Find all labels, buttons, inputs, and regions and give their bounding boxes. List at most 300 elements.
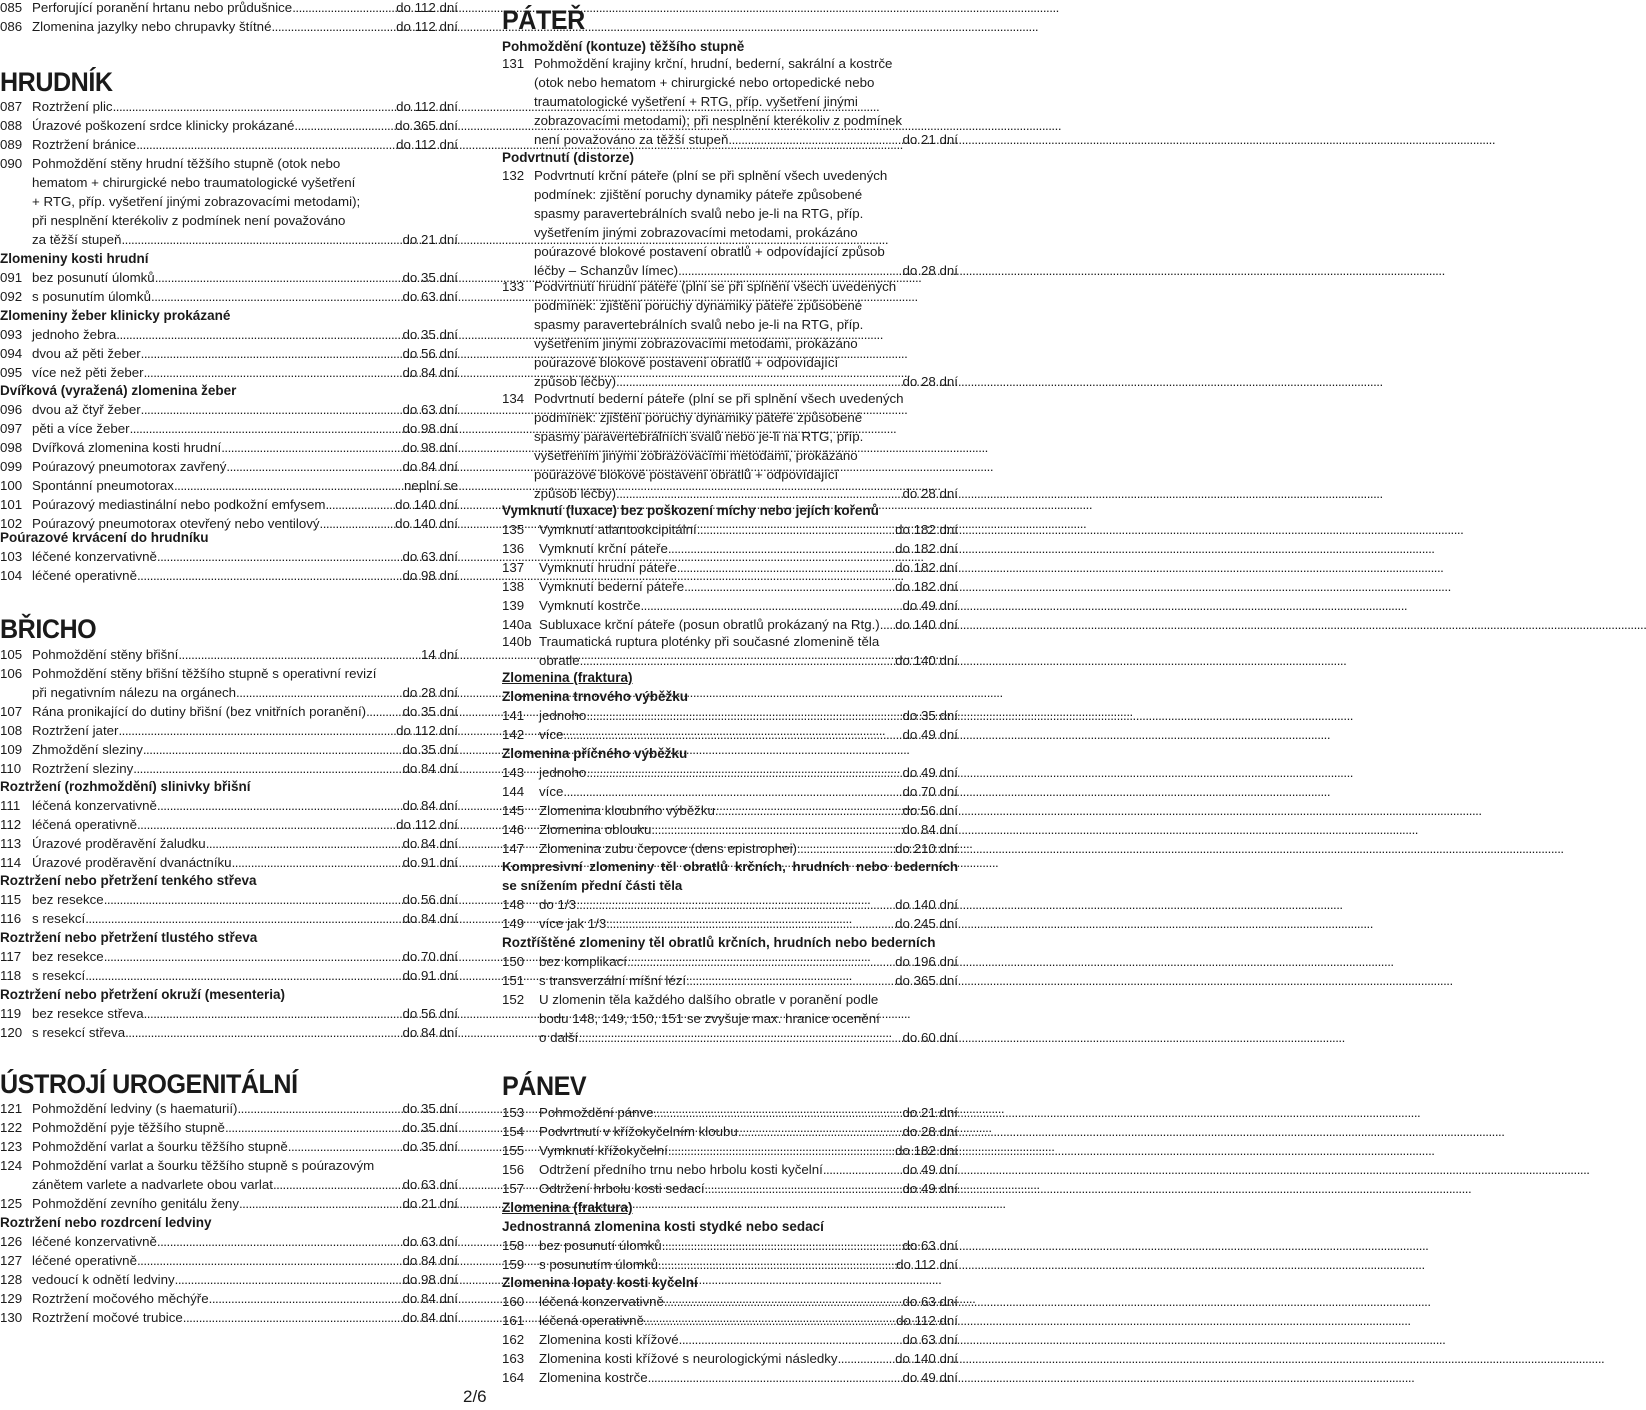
item-number: 152 [502,992,525,1007]
item-text-line: traumatologické vyšetření + RTG, příp. vyšetření jinými [534,94,858,109]
leader-dots [121,230,402,249]
leader-dots [239,1194,403,1213]
section-subheading: Poúrazové krvácení do hrudníku [0,530,209,545]
item-text-line: poúrazové blokové postavení obratlů + odpovídající [534,467,839,482]
item-value: do 84 dní [402,459,458,474]
leader-dots [576,895,895,914]
item-value: do 35 dní [902,708,958,723]
item-last-line [534,130,958,149]
section-heading-hrudnik: HRUDNÍK [0,67,113,97]
item-text: dvou až čtyř žeber [32,402,141,417]
item-number: 149 [502,916,525,931]
item-value: do 140 dní [895,617,958,632]
item-value: do 56 dní [402,346,458,361]
list-item [0,1004,458,1023]
leader-dots [141,400,403,419]
item-text: léčená operativně [539,1313,644,1328]
leader-dots [797,839,895,858]
item-value: do 98 dní [402,440,458,455]
item-number: 138 [502,579,525,594]
item-value: do 84 dní [402,761,458,776]
leader-dots [686,971,895,990]
item-text: Úrazové poškození srdce klinicky prokázané [32,118,295,133]
section-subheading: Roztržení nebo přetržení okruží (mesenteria) [0,987,286,1002]
list-item [502,801,958,820]
item-value: do 112 dní [396,0,458,15]
leader-dots [116,325,402,344]
list-item [502,1122,958,1141]
item-text: Zlomenina kostrče [539,1370,648,1385]
item-text-line: Pohmoždění varlat a šourku těžšího stupně s poúrazovým [32,1158,375,1173]
item-value: do 63 dní [402,402,458,417]
item-text: bez resekce střeva [32,1006,144,1021]
item-number: 090 [0,156,23,171]
item-number: 106 [0,666,23,681]
item-number: 164 [502,1370,525,1385]
item-number: 163 [502,1351,525,1366]
item-text: Zlomenina zubu čepovce (dens epistrophei) [539,841,797,856]
item-text: Rána pronikající do dutiny břišní (bez vnitřních poranění) [32,704,367,719]
item-text: Roztržení močové trubice [32,1310,183,1325]
list-item [0,1289,458,1308]
list-item [0,1308,458,1327]
section-heading-pater: PÁTEŘ [502,5,585,35]
list-item [0,721,458,740]
item-text: jednoho [539,765,587,780]
leader-dots [136,135,396,154]
item-text: Pohmoždění pyje těžšího stupně [32,1120,225,1135]
leader-dots [273,1175,403,1194]
list-item [0,759,458,778]
list-item [502,558,958,577]
item-number: 096 [0,402,23,417]
item-text-line: (otok nebo hematom + chirurgické nebo ortopedické nebo [534,75,875,90]
item-text: Poúrazový pneumotorax zavřený [32,459,227,474]
item-number: 098 [0,440,23,455]
section-subheading: Roztržení nebo přetržení tenkého střeva [0,873,257,888]
item-text: Vymknutí křížokyčelní [539,1143,668,1158]
item-number: 162 [502,1332,525,1347]
item-value: do 56 dní [402,892,458,907]
list-item [502,763,958,782]
item-text: Zhmoždění sleziny [32,742,143,757]
list-item [502,1141,958,1160]
list-item [0,966,458,985]
list-item [502,1330,958,1349]
item-text: léčená konzervativně [539,1294,664,1309]
list-item [502,895,958,914]
item-number: 086 [0,19,23,34]
item-value: do 21 dní [402,232,458,247]
item-text-line: bodu 148, 149, 150, 151 se zvyšuje max. hranice ocenění [539,1011,880,1026]
item-value: do 63 dní [902,1294,958,1309]
list-item [0,154,458,173]
list-item [502,914,958,933]
item-value: do 35 dní [402,704,458,719]
item-text: léčená operativně [32,817,137,832]
item-number: 114 [0,855,22,870]
item-value: do 245 dní [895,916,958,931]
item-value: do 63 dní [402,549,458,564]
list-item [502,1160,958,1179]
item-value: do 70 dní [402,949,458,964]
item-number: 092 [0,289,23,304]
item-text: Pohmoždění ledviny (s haematurií) [32,1101,238,1116]
leader-dots [143,740,403,759]
list-item [0,400,458,419]
leader-dots [644,1311,896,1330]
item-value: do 98 dní [402,421,458,436]
item-number: 150 [502,954,525,969]
item-number: 156 [502,1162,525,1177]
list-item [0,116,458,135]
section-subheading: Zlomenina (fraktura) [502,1200,633,1215]
list-item [0,909,458,928]
item-last-line [539,1028,958,1047]
leader-dots [151,287,403,306]
list-item [502,1103,958,1122]
item-text: Roztržení sleziny [32,761,134,776]
item-value: do 182 dní [895,541,958,556]
item-text-line: Pohmoždění krajiny krční, hrudní, bederní, sakrální a kostrče [534,56,893,71]
leader-dots [586,763,902,782]
item-text-line: při nesplnění kterékoliv z podmínek není považováno [32,213,346,228]
list-item [0,1023,458,1042]
item-text: s resekcí střeva [32,1025,126,1040]
leader-dots [157,796,403,815]
item-text: Roztržení plic [32,99,113,114]
item-value: do 56 dní [402,1006,458,1021]
item-text: léčené konzervativně [32,1234,157,1249]
item-text: s resekcí [32,911,86,926]
item-text: bez resekce [32,892,104,907]
leader-dots [728,130,902,149]
list-item [0,1270,458,1289]
item-value: do 84 dní [402,911,458,926]
list-item [502,952,958,971]
leader-dots [209,1289,403,1308]
leader-dots [104,947,403,966]
item-text: Zlomenina kosti křížové s neurologickými následky [539,1351,838,1366]
list-item [0,890,458,909]
leader-dots [606,914,895,933]
leader-dots [325,495,395,514]
item-number: 087 [0,99,23,114]
leader-dots [141,344,403,363]
item-number: 145 [502,803,525,818]
item-text: Úrazové proděravění žaludku [32,836,206,851]
leader-dots [237,1099,402,1118]
item-text: více jak 1/3 [539,916,607,931]
item-number: 153 [502,1105,525,1120]
section-subheading: Zlomenina lopaty kosti kyčelní [502,1275,698,1290]
list-item [0,645,458,664]
list-item [0,419,458,438]
item-number: 143 [502,765,525,780]
leader-dots [271,17,396,36]
item-value: do 112 dní [396,723,458,738]
item-value: do 91 dní [402,855,458,870]
item-value: do 63 dní [402,289,458,304]
item-text: Vymknutí hrudní páteře [539,560,677,575]
item-number: 155 [502,1143,525,1158]
leader-dots [130,419,403,438]
item-value: do 35 dní [402,327,458,342]
item-value: do 35 dní [402,1101,458,1116]
item-number: 099 [0,459,23,474]
list-item [502,54,958,73]
leader-dots [662,1236,903,1255]
list-item [0,344,458,363]
item-value: do 112 dní [896,1257,958,1272]
list-item [0,438,458,457]
leader-dots [648,1368,903,1387]
item-value: do 28 dní [902,1124,958,1139]
item-text-line: Pohmoždění stěny hrudní těžšího stupně (otok nebo [32,156,341,171]
item-value: do 98 dní [402,1272,458,1287]
item-text: s posunutím úlomků [32,289,151,304]
leader-dots [838,1349,896,1368]
item-text: vedoucí k odnětí ledviny [32,1272,175,1287]
list-item [502,820,958,839]
item-number: 151 [502,973,525,988]
section-subheading: Roztržení nebo přetržení tlustého střeva [0,930,258,945]
item-value: do 84 dní [402,1310,458,1325]
item-value: do 35 dní [402,742,458,757]
list-item [502,1368,958,1387]
list-item [0,740,458,759]
list-item [502,632,958,651]
item-value: do 28 dní [902,374,958,389]
list-item [502,839,958,858]
section-subheading: Roztržení (rozhmoždění) slinivky břišní [0,779,251,794]
item-value: neplní se [404,478,458,493]
leader-dots [183,1308,403,1327]
section-subheading: Dvířková (vyražená) zlomenina žeber [0,383,237,398]
item-text: Pohmoždění stěny břišní [32,647,179,662]
list-item [0,1232,458,1251]
leader-dots [232,853,403,872]
list-item [502,539,958,558]
list-item [502,166,958,185]
item-value: do 140 dní [895,897,958,912]
item-text: bez resekce [32,949,104,964]
leader-dots [664,1292,903,1311]
item-text: dvou až pěti žeber [32,346,141,361]
list-item [502,990,958,1009]
item-text: Vymknutí kostrče [539,598,641,613]
item-value: do 21 dní [402,1196,458,1211]
list-item [0,1118,458,1137]
item-value: do 49 dní [902,1370,958,1385]
item-number: 110 [0,761,22,776]
item-text-line: podmínek: zjištění poruchy dynamiky páteře způsobené [534,298,863,313]
leader-dots [225,1118,403,1137]
item-text: Dvířková zlomenina kosti hrudní [32,440,222,455]
list-item [0,97,458,116]
item-value: do 182 dní [895,579,958,594]
item-text: Odtržení předního trnu nebo hrbolu kosti kyčelní [539,1162,823,1177]
list-item [0,796,458,815]
leader-dots [144,1004,403,1023]
leader-dots [206,834,403,853]
item-text: Vymknutí krční páteře [539,541,668,556]
item-value: do 60 dní [902,1030,958,1045]
item-number: 130 [0,1310,23,1325]
item-text-line: o další [539,1030,579,1045]
item-number: 147 [502,841,525,856]
item-text-line: poúrazové blokové postavení obratlů + odpovídající [534,355,839,370]
item-number: 102 [0,516,23,531]
list-item [0,853,458,872]
item-value: do 35 dní [402,1139,458,1154]
item-value: do 140 dní [395,497,458,512]
item-text: Podvrtnutí v křížokyčelním kloubu [539,1124,738,1139]
item-value: do 21 dní [902,1105,958,1120]
item-text: jednoho [539,708,587,723]
item-text-line: spasmy paravertebrálních svalů nebo je-li na RTG, příp. [534,317,864,332]
leader-dots [668,1141,895,1160]
item-number: 101 [0,497,23,512]
section-subheading: Zlomeniny žeber klinicky prokázané [0,308,231,323]
item-last-line [32,1175,458,1194]
item-text: léčené operativně [32,1253,137,1268]
item-text: bez komplikací [539,954,627,969]
section-subheading: Jednostranná zlomenina kosti stydké nebo sedací [502,1219,824,1234]
list-item [0,325,458,344]
item-text-line: léčby – Schanzův límec) [534,263,679,278]
item-value: do 140 dní [395,516,458,531]
list-item [0,815,458,834]
item-value: do 70 dní [902,784,958,799]
leader-dots [113,97,397,116]
item-text-line: spasmy paravertebrálních svalů nebo je-li na RTG, příp. [534,206,864,221]
leader-dots [684,577,895,596]
leader-dots [137,1251,403,1270]
item-number: 108 [0,723,23,738]
item-number: 148 [502,897,525,912]
item-number: 124 [0,1158,23,1173]
section-subheading: se snížením přední části těla [502,878,683,893]
item-text-line: vyšetřením jinými zobrazovacími metodami, prokázáno [534,448,858,463]
item-text-line: + RTG, příp. vyšetření jinými zobrazovacími metodami); [32,194,361,209]
item-number: 126 [0,1234,23,1249]
item-value: do 84 dní [402,1025,458,1040]
item-text: léčená konzervativně [32,798,157,813]
item-number: 139 [502,598,525,613]
list-item [502,277,958,296]
item-number: 097 [0,421,23,436]
leader-dots [104,890,403,909]
section-subheading: Kompresivní zlomeniny těl obratlů krčních, hrudních nebo bederních [502,859,958,874]
leader-dots [563,782,902,801]
section-subheading: Zlomenina příčného výběžku [502,746,688,761]
leader-dots [651,820,902,839]
item-last-line [32,230,458,249]
item-number: 132 [502,168,525,183]
item-number: 158 [502,1238,525,1253]
list-item [0,547,458,566]
item-value: do 365 dní [895,973,958,988]
section-subheading: Pohmoždění (kontuze) těžšího stupně [502,39,745,54]
item-text-line: způsob léčby) [534,374,617,389]
leader-dots [137,815,396,834]
item-text: Odtržení hrbolu kosti sedací [539,1181,705,1196]
item-number: 088 [0,118,23,133]
item-value: do 84 dní [902,822,958,837]
item-text: Poúrazový mediastinální nebo podkožní emfysem [32,497,326,512]
item-number: 135 [502,522,525,537]
page-number: 2/6 [463,1387,487,1406]
item-value: do 49 dní [902,1162,958,1177]
item-number: 118 [0,968,22,983]
item-number: 134 [502,391,525,406]
leader-dots [236,683,403,702]
item-text: více než pěti žeber [32,365,144,380]
list-item [0,17,458,36]
item-number: 122 [0,1120,23,1135]
item-number: 116 [0,911,22,926]
leader-dots [157,547,403,566]
list-item [0,363,458,382]
list-item [502,706,958,725]
item-number: 137 [502,560,525,575]
item-value: do 28 dní [402,685,458,700]
list-item [0,1156,458,1175]
leader-dots [563,725,902,744]
item-text-line: zobrazovacími metodami); při nesplnění kterékoliv z podmínek [534,113,903,128]
item-value: do 84 dní [402,1253,458,1268]
item-text: více [539,727,564,742]
item-text: Subluxace krční páteře (posun obratlů prokázaný na Rtg.) [539,617,880,632]
section-subheading: Zlomeniny kosti hrudní [0,251,149,266]
leader-dots [118,721,396,740]
item-number: 109 [0,742,23,757]
item-number: 128 [0,1272,23,1287]
leader-dots [658,1255,896,1274]
item-value: do 49 dní [902,727,958,742]
item-text-line: spasmy paravertebrálních svalů nebo je-li na RTG, příp. [534,429,864,444]
item-number: 095 [0,365,23,380]
item-text-line: podmínek: zjištění poruchy dynamiky páteře způsobené [534,187,863,202]
item-number: 117 [0,949,22,964]
list-item [502,596,958,615]
item-value: do 210 dní [895,841,958,856]
list-item [502,389,958,408]
leader-dots [144,363,403,382]
item-text: Zlomenina oblouku [539,822,652,837]
list-item [502,520,958,539]
leader-dots [697,520,895,539]
item-text-line: vyšetřením jinými zobrazovacími metodami, prokázáno [534,336,858,351]
section-subheading: Zlomenina trnového výběžku [502,689,689,704]
leader-dots [668,539,895,558]
section-subheading: Roztříštěné zlomeniny těl obratlů krčních, hrudních nebo bederních [502,935,936,950]
section-subheading: Vymknutí (luxace) bez poškození míchy nebo jejích kořenů [502,503,879,518]
item-number: 112 [0,817,22,832]
item-number: 154 [502,1124,525,1139]
list-item [0,135,458,154]
leader-dots [715,801,903,820]
item-text: Spontánní pneumotorax [32,478,174,493]
item-text-line: za těžší stupeň [32,232,122,247]
leader-dots [679,1330,903,1349]
item-text: Zlomenina kloubního výběžku [539,803,715,818]
item-text-line: Traumatická ruptura ploténky při současné zlomenině těla [539,634,880,649]
item-last-line [32,683,458,702]
item-number: 144 [502,784,525,799]
list-item [0,457,458,476]
